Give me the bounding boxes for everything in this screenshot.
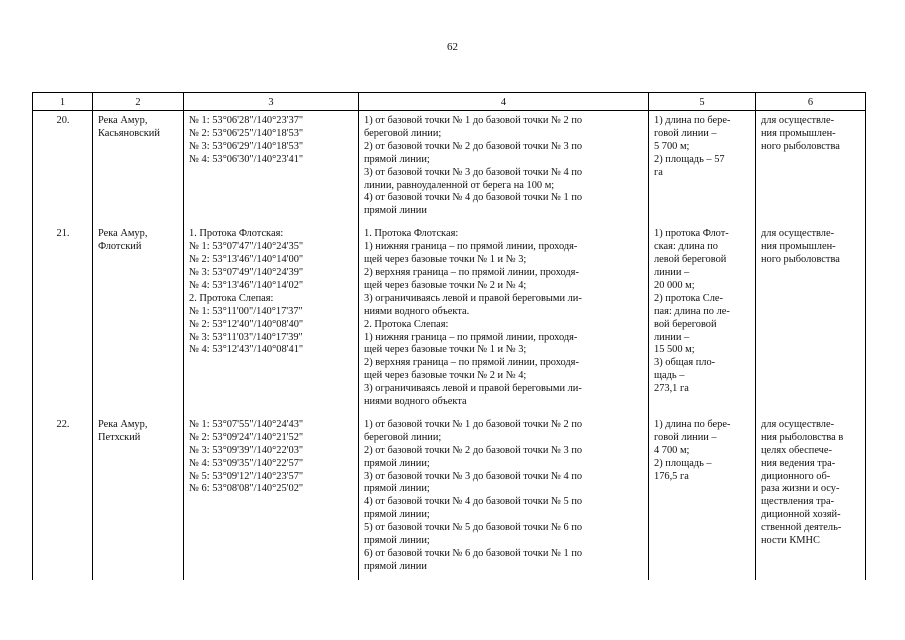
row-size: 1) длина по бере- говой линии – 4 700 м; 2) площадь – 176,5 га bbox=[649, 415, 756, 580]
table-row bbox=[33, 224, 866, 415]
row-name bbox=[93, 224, 184, 415]
row-boundary-description: 1) от базовой точки № 1 до базовой точки № 2 по береговой линии; 2) от базовой точки № 2 до базовой точки № 3 по прямой линии; 3) от базовой точки № 3 до базовой точки № 4 по линии, равноудаленной от берега на 100 м; 4) от базовой точки № 4 до базовой точки № 1 по прямой линии bbox=[359, 111, 649, 225]
row-number: 22. bbox=[33, 415, 93, 580]
row-purpose: для осуществле- ния промышлен- ного рыболовства bbox=[756, 224, 866, 415]
row-name bbox=[93, 415, 184, 580]
row-name-line: Река Амур, bbox=[98, 115, 148, 126]
row-boundary-description: 1. Протока Флотская: 1) нижняя граница – по прямой линии, проходя- щей через базовые точки № 1 и № 3; 2) верхняя граница – по прямой линии, проходя- щей через базовые точки № 2 и № 4; 3) ограничиваясь левой и правой береговыми ли- ниями водного объекта. 2. Протока Слепая: 1) нижняя граница – по прямой линии, проходя- щей через базовые точки № 1 и № 3; 2) верхняя граница – по прямой линии, проходя- щей через базовые точки № 2 и № 4; 3) ограничиваясь левой и правой береговыми ли- ниями водного объекта bbox=[359, 224, 649, 415]
row-purpose: для осуществле- ния рыболовства в целях обеспече- ния ведения тра- диционного об- раза жизни и осу- ществления тра- диционной хозяй- ственной деятель- ности КМНС bbox=[756, 415, 866, 580]
header-col-5: 5 bbox=[649, 93, 756, 111]
row-purpose: для осуществле- ния промышлен- ного рыболовства bbox=[756, 111, 866, 225]
fishing-areas-table bbox=[32, 92, 866, 580]
table-row bbox=[33, 415, 866, 580]
row-name-line: Флотский bbox=[98, 241, 142, 253]
row-name-line: Река Амур, bbox=[98, 418, 148, 430]
header-col-6: 6 bbox=[756, 93, 866, 111]
row-name-line: Река Амур, bbox=[98, 228, 148, 240]
header-col-2: 2 bbox=[93, 93, 184, 111]
page-number: 62 bbox=[447, 41, 458, 53]
header-col-1: 1 bbox=[33, 93, 93, 111]
row-name-line: Касьяновский bbox=[98, 127, 160, 139]
header-col-4: 4 bbox=[359, 93, 649, 111]
row-boundary-description: 1) от базовой точки № 1 до базовой точки № 2 по береговой линии; 2) от базовой точки № 2 до базовой точки № 3 по прямой линии; 3) от базовой точки № 3 до базовой точки № 4 по прямой линии; 4) от базовой точки № 4 до базовой точки № 5 по прямой линии; 5) от базовой точки № 5 до базовой точки № 6 по прямой линии; 6) от базовой точки № 6 до базовой точки № 1 по прямой линии bbox=[359, 415, 649, 580]
row-name-line: Петхский bbox=[98, 431, 141, 443]
row-coordinates: 1. Протока Флотская: № 1: 53°07'47"/140°24'35" № 2: 53°13'46"/140°14'00" № 3: 53°07'49"/140°24'39" № 4: 53°13'46"/140°14'02" 2. Протока Слепая: № 1: 53°11'00"/140°17'37" № 2: 53°12'40"/140°08'40" № 3: 53°11'03"/140°17'39" № 4: 53°12'43"/140°08'41" bbox=[184, 224, 359, 415]
row-number: 20. bbox=[33, 111, 93, 225]
row-number: 21. bbox=[33, 224, 93, 415]
table-row bbox=[33, 111, 866, 225]
row-size: 1) протока Флот- ская: длина по левой береговой линии – 20 000 м; 2) протока Сле- пая: длина по ле- вой береговой линии – 15 500 м; 3) общая пло- щадь – 273,1 га bbox=[649, 224, 756, 415]
row-coordinates: № 1: 53°07'55"/140°24'43" № 2: 53°09'24"/140°21'52" № 3: 53°09'39"/140°22'03" № 4: 53°09'35"/140°22'57" № 5: 53°09'12"/140°23'57" № 6: 53°08'08"/140°25'02" bbox=[184, 415, 359, 580]
row-coordinates: № 1: 53°06'28"/140°23'37" № 2: 53°06'25"/140°18'53" № 3: 53°06'29"/140°18'53" № 4: 53°06'30"/140°23'41" bbox=[184, 111, 359, 225]
table-header-row bbox=[33, 93, 866, 111]
row-size: 1) длина по бере- говой линии – 5 700 м; 2) площадь – 57 га bbox=[649, 111, 756, 225]
header-col-3: 3 bbox=[184, 93, 359, 111]
row-name bbox=[93, 111, 184, 225]
